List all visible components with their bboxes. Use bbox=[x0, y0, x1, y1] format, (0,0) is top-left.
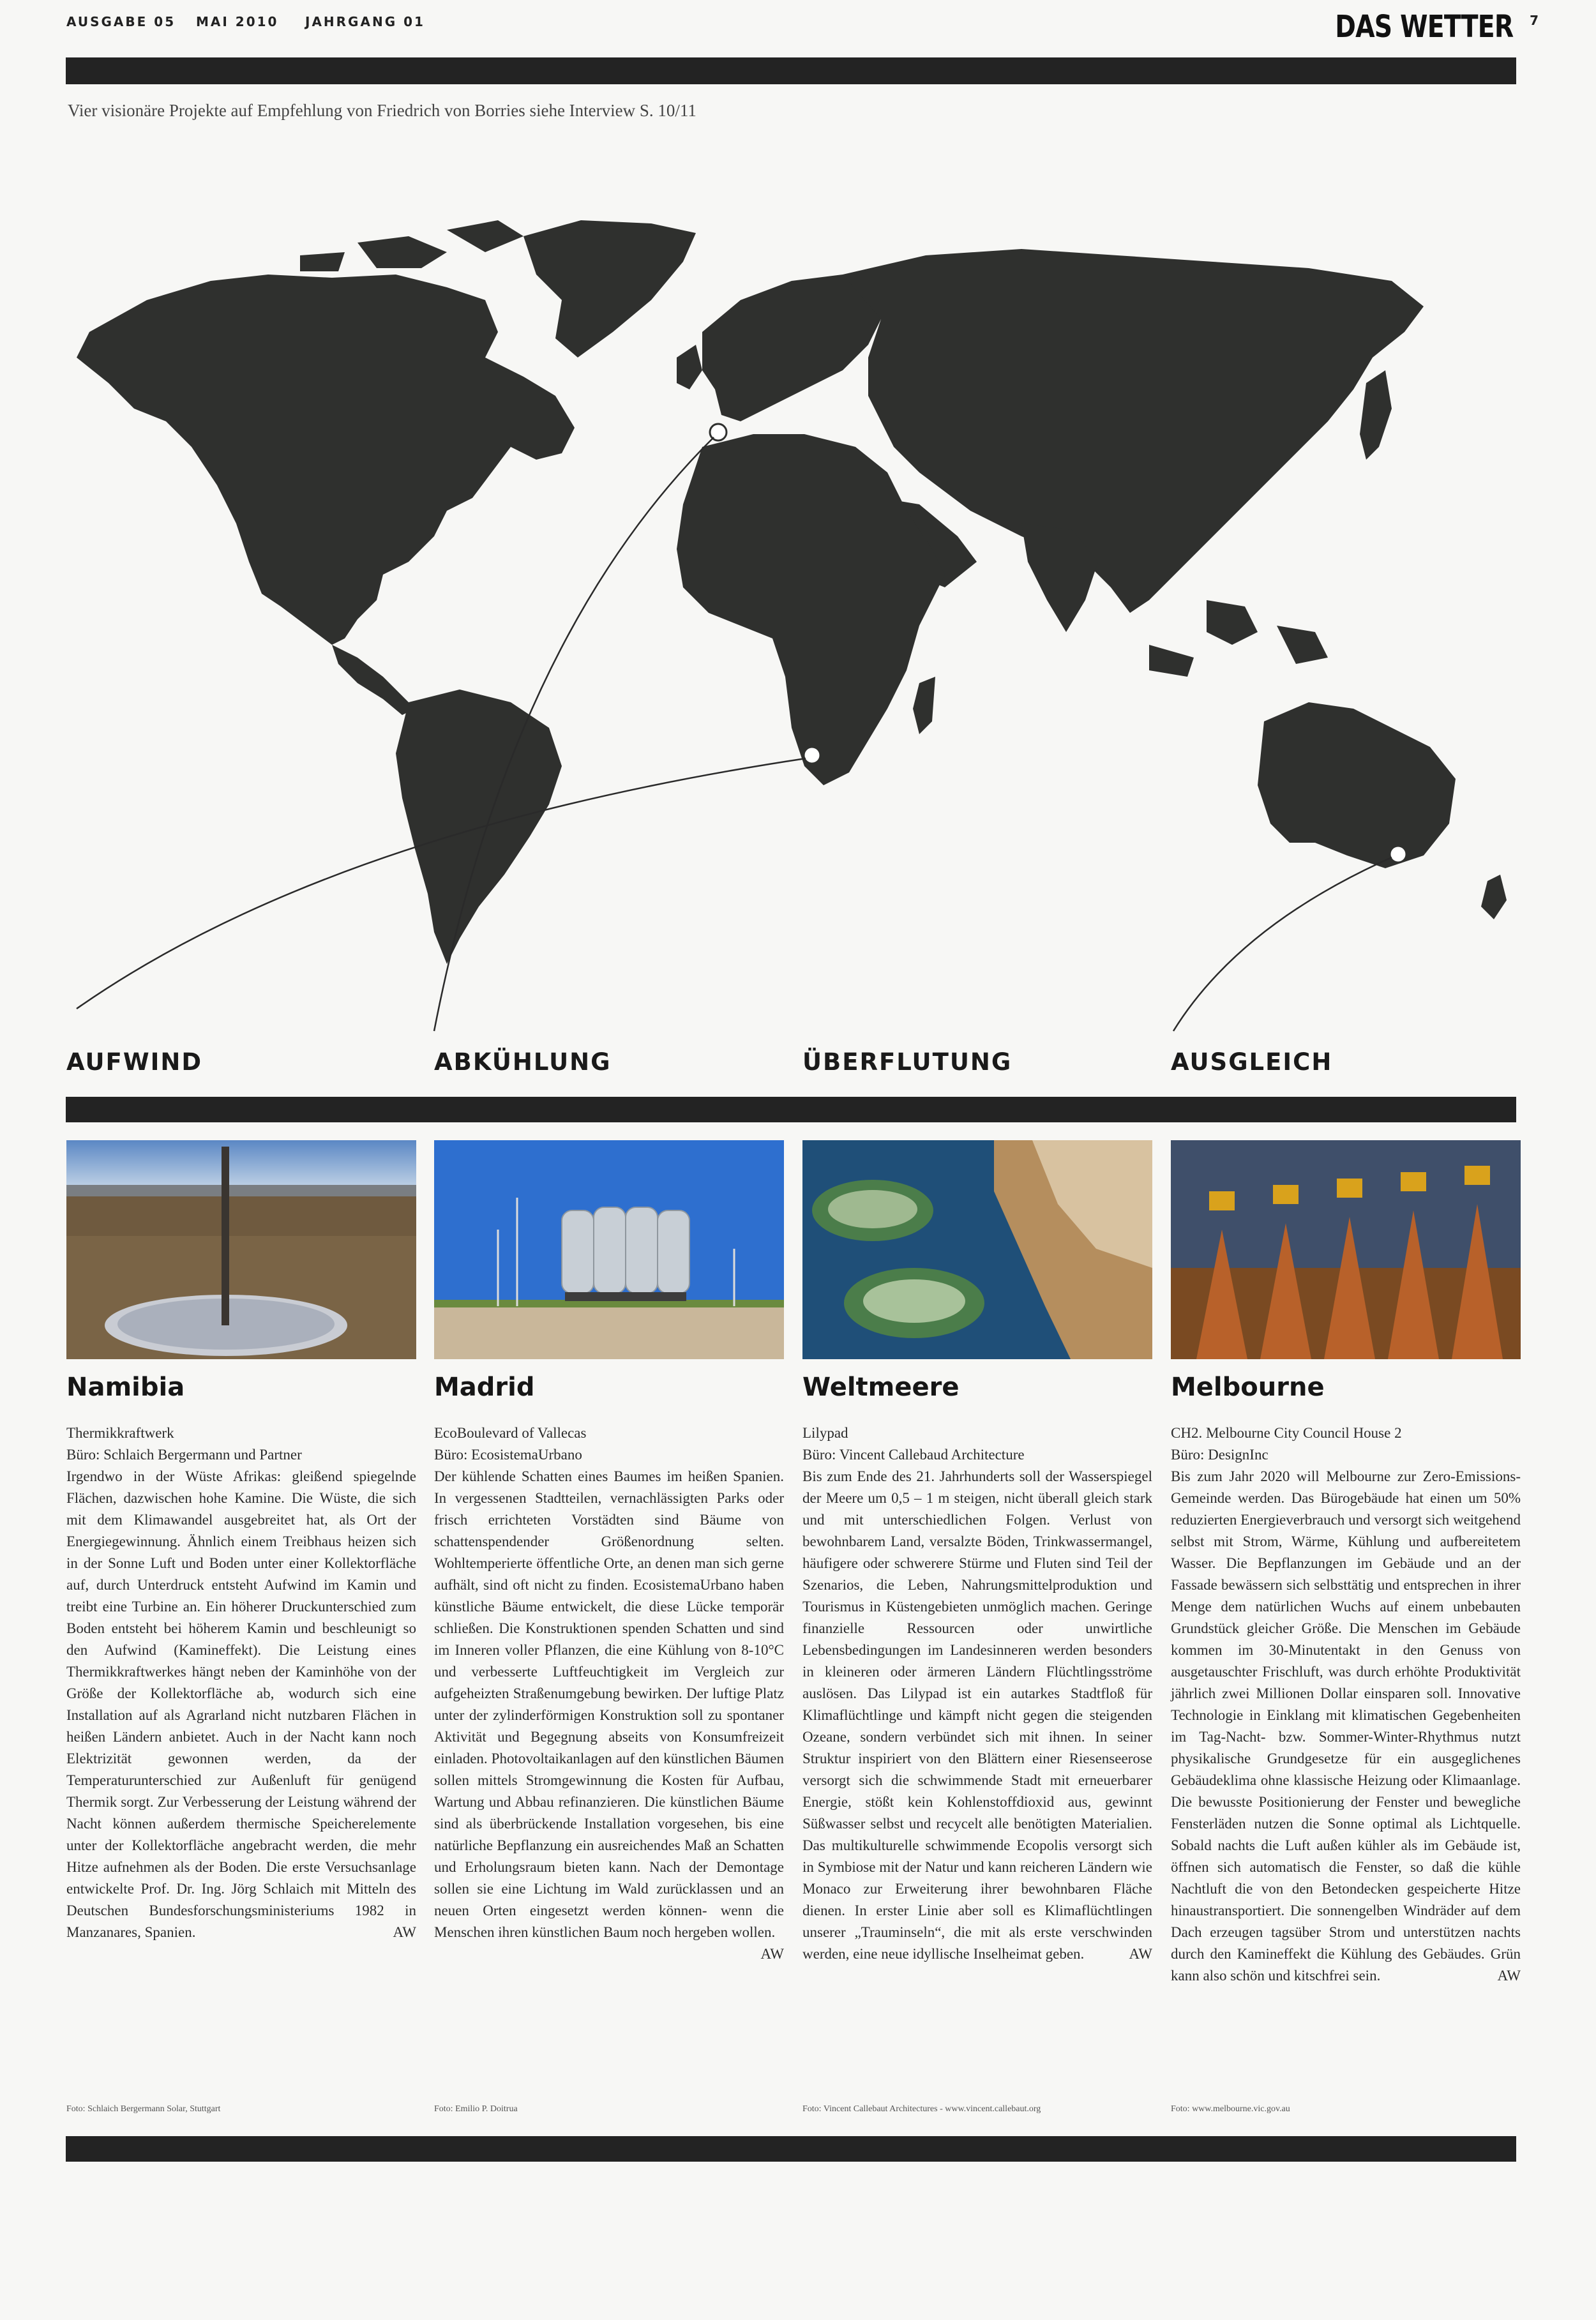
madrid-photo bbox=[434, 1140, 784, 1359]
south-america-shape bbox=[396, 689, 562, 964]
author-signature: AW bbox=[1497, 1968, 1521, 1984]
author-signature: AW bbox=[760, 1946, 784, 1962]
melbourne-marker bbox=[1390, 846, 1406, 862]
column-title-madrid: Madrid bbox=[434, 1373, 535, 1402]
central-america-shape bbox=[332, 645, 415, 715]
photo-credit-melbourne: Foto: www.melbourne.vic.gov.au bbox=[1171, 2104, 1290, 2114]
africa-shape bbox=[677, 434, 945, 785]
intro-text: Vier visionäre Projekte auf Empfehlung von Friedrich von Borries siehe Interview S. 10/11 bbox=[68, 101, 696, 120]
australia-shape bbox=[1258, 702, 1456, 868]
project-office: Büro: EcosistemaUrbano bbox=[434, 1447, 582, 1463]
project-subtitle: Thermikkraftwerk bbox=[66, 1425, 174, 1441]
volume-label: JAHRGANG 01 bbox=[305, 14, 425, 29]
madagascar-shape bbox=[913, 677, 935, 734]
column-title-namibia: Namibia bbox=[66, 1373, 185, 1402]
project-subtitle: EcoBoulevard of Vallecas bbox=[434, 1425, 587, 1441]
heading-ausgleich: AUSGLEICH bbox=[1171, 1048, 1333, 1076]
new-zealand-shape bbox=[1481, 875, 1507, 919]
author-signature: AW bbox=[1129, 1946, 1152, 1962]
project-subtitle: Lilypad bbox=[802, 1425, 848, 1441]
project-subtitle: CH2. Melbourne City Council House 2 bbox=[1171, 1425, 1402, 1441]
section-rule bbox=[66, 1097, 1516, 1122]
ausgleich-leader-line bbox=[1173, 857, 1392, 1031]
article-body: Irgendwo in der Wüste Afrikas: gleißend spiegelnde Flächen, dazwischen hohe Kamine. Die Wüste, die sich mit dem Klimawandel ausgebreitet hat, als Ort der Energiegewinnung. Ähnlich einem Treibhaus heizen sich in der Sonne Luft und Boden unter einer Kollektorfläche auf, durch Unterdruck entsteht Aufwind im Kamin und treibt eine Turbine an. Ein höherer Druckunterschied zum Boden entsteht bei höherem Kamin und beschleunigt so den Aufwind (Kamineffekt). Die Leistung eines Thermikkraftwerkes hängt neben der Kaminhöhe von der Größe der Kollektorfläche ab, wodurch sich eine Installation auf als Agrarland nicht nutzbaren Flächen in heißen Ländern anbietet. Auch in der Nacht kann noch Elektrizität gewonnen werden, da der Temperaturunterschied zur Außenluft für genügend Thermik sorgt. Zur Verbesserung der Leistung während der Nacht können außerdem thermische Speicherelemente unter der Kollektorfläche angebracht werden, die mehr Hitze aufnehmen als der Boden. Die erste Versuchsanlage entwickelte Prof. Dr. Ing. Jörg Schlaich mit Mitteln des Deutschen Bundesforschungsministeriums 1982 in Manzanares, Spanien. bbox=[66, 1468, 416, 1940]
world-map bbox=[0, 128, 1596, 1034]
photo-credit-weltmeere: Foto: Vincent Callebaut Architectures - www.vincent.callebaut.org bbox=[802, 2104, 1041, 2114]
project-office: Büro: Schlaich Bergermann und Partner bbox=[66, 1447, 302, 1463]
publication-title: DAS WETTER bbox=[1334, 9, 1513, 45]
europe-shape bbox=[702, 275, 881, 421]
greenland-shape bbox=[523, 220, 696, 358]
photo-credit-namibia: Foto: Schlaich Bergermann Solar, Stuttgart bbox=[66, 2104, 221, 2114]
namibia-marker bbox=[804, 747, 820, 764]
article-weltmeere bbox=[802, 1422, 1152, 1965]
article-body: Bis zum Jahr 2020 will Melbourne zur Zero-Emissions-Gemeinde werden. Das Bürogebäude hat einen um 50% reduzierten Energieverbrauch und versorgt sich weitgehend selbst mit Strom, Wärme, Kühlung und aufbereitetem Wasser. Die Bepflanzungen im Gebäude und an der Fassade bewässern sich selbsttätig und entsprechen in ihrer Menge dem natürlichen Wuchs auf einem unbebauten Grundstück gleicher Größe. Die Menschen im Gebäude kommen im 30-Minutentakt in den Genuss von ausgetauschter Frischluft, was durch erhöhte Produktivität jährlich zwei Millionen Dollar einsparen soll. Innovative Technologie in Einklang mit klimatischen Gegebenheiten im Tag-Nacht- bzw. Sommer-Winter-Rhythmus nutzt physikalische Grundgesetze für ein ausgeglichenes Gebäudeklima ohne klassische Heizung oder Klimaanlage. Die bewusste Positionierung der Fenster und bewegliche Fensterläden nutzen die Sonne optimal als Lichtquelle. Sobald nachts die Luft außen kühler als im Gebäude ist, öffnen sich automatisch die Fenster, so daß die kühle Nachtluft die von den Betondecken gespeicherte Hitze hinaustransportiert. Die sonnengelben Windräder auf dem Dach erzeugen tagsüber Strom und unterstützen nachts durch den Kamineffekt die Kühlung des Gebäudes. Grün kann also schön und kitschfrei sein. bbox=[1171, 1468, 1521, 1984]
article-body: Der kühlende Schatten eines Baumes im heißen Spanien. In vergessenen Stadtteilen, vernachlässigten Parks oder frisch errichteten Vorstädten sind Bäume von schattenspendender Größenordnung selten. Wohltemperierte öffentliche Orte, an denen man sich gerne aufhält, sind oft nicht zu finden. EcosistemaUrbano haben künstliche Bäume entwickelt, die diese Lücke temporär schließen. Die Konstruktionen spenden Schatten und sind im Inneren voller Pflanzen, die eine Kühlung von 8-10°C und verbesserte Luftfeuchtigkeit im Vergleich zur aufgeheizten Straßenumgebung bewirken. Der luftige Platz unter der zylinderförmigen Konstruktion soll zu spontaner Aktivität und Begegnung abseits von Konsumfreizeit einladen. Photovoltaikanlagen auf den künstlichen Bäumen sollen mittels Stromgewinnung die Kosten für Aufbau, Wartung und Abbau refinanzieren. Die künstlichen Bäume sind als überbrückende Installation vorgesehen, bis eine natürliche Bepflanzung ein ausreichendes Maß an Schatten und Erholungsraum bieten kann. Nach der Demontage sollen sie eine Lichtung im Wald zurücklassen und an neuen Orten eingesetzt werden können- wenn die Menschen ihren künstlichen Baum noch hergeben wollen. bbox=[434, 1468, 784, 1940]
britain-shape bbox=[677, 345, 702, 389]
southeast-asia-islands-shape bbox=[1149, 600, 1328, 677]
column-title-weltmeere: Weltmeere bbox=[802, 1373, 960, 1402]
weltmeere-photo bbox=[802, 1140, 1152, 1359]
north-america-shape bbox=[77, 275, 575, 645]
arctic-islands-shape bbox=[300, 220, 523, 271]
japan-shape bbox=[1360, 370, 1392, 460]
article-body: Bis zum Ende des 21. Jahrhunderts soll der Wasserspiegel der Meere um 0,5 – 1 m steigen, nicht überall gleich stark und mit unterschiedlichen Folgen. Verlust von bewohnbarem Land, versalzte Böden, Trinkwassermangel, häufigere oder schwerere Stürme und Fluten sind Teil der Szenarios, die Leben, Nahrungsmittelproduktion und Tourismus in Küstengebieten unmöglich machen. Geringe finanzielle Ressourcen oder unwirtliche Lebensbedingungen im Landesinneren werden besonders in kleineren oder ärmeren Ländern Flüchtlingsströme auslösen. Das Lilypad ist ein autarkes Stadtfloß für Klimaflüchtlinge und kämpft nicht gegen die steigenden Ozeane, sondern verbündet sich mit ihnen. In seiner Struktur inspiriert von den Blättern einer Riesenseerose versorgt sich die schwimmende Stadt mit erneuerbarer Energie, stößt kein Kohlenstoffdioxid aus, gewinnt Süßwasser selbst und recycelt alle benötigten Materialien. Das multikulturelle schwimmende Ecopolis versorgt sich in Symbiose mit der Natur und kann reicheren Ländern wie Monaco zur Erweiterung ihrer bewohnbaren Fläche dienen. In erster Linie aber soll es Klimaflüchtlingen unserer „Trauminseln“, die mit als erste verschwinden werden, eine neue idyllische Inselheimat geben. bbox=[802, 1468, 1152, 1962]
issue-label: AUSGABE 05 bbox=[66, 14, 176, 29]
bottom-rule bbox=[66, 2136, 1516, 2162]
article-madrid bbox=[434, 1422, 784, 1965]
author-signature: AW bbox=[393, 1924, 416, 1940]
project-office: Büro: DesignInc bbox=[1171, 1447, 1269, 1463]
heading-aufwind: AUFWIND bbox=[66, 1048, 203, 1076]
article-melbourne bbox=[1171, 1422, 1521, 1987]
date-label: MAI 2010 bbox=[196, 14, 279, 29]
photo-credit-madrid: Foto: Emilio P. Doitrua bbox=[434, 2104, 518, 2114]
namibia-photo bbox=[66, 1140, 416, 1359]
top-rule bbox=[66, 57, 1516, 84]
project-office: Büro: Vincent Callebaud Architecture bbox=[802, 1447, 1025, 1463]
melbourne-photo bbox=[1171, 1140, 1521, 1359]
article-namibia bbox=[66, 1422, 416, 1943]
heading-abkuehlung: ABKÜHLUNG bbox=[434, 1048, 612, 1076]
page-number: 7 bbox=[1530, 13, 1539, 28]
column-title-melbourne: Melbourne bbox=[1171, 1373, 1325, 1402]
heading-ueberflutung: ÜBERFLUTUNG bbox=[802, 1048, 1013, 1076]
